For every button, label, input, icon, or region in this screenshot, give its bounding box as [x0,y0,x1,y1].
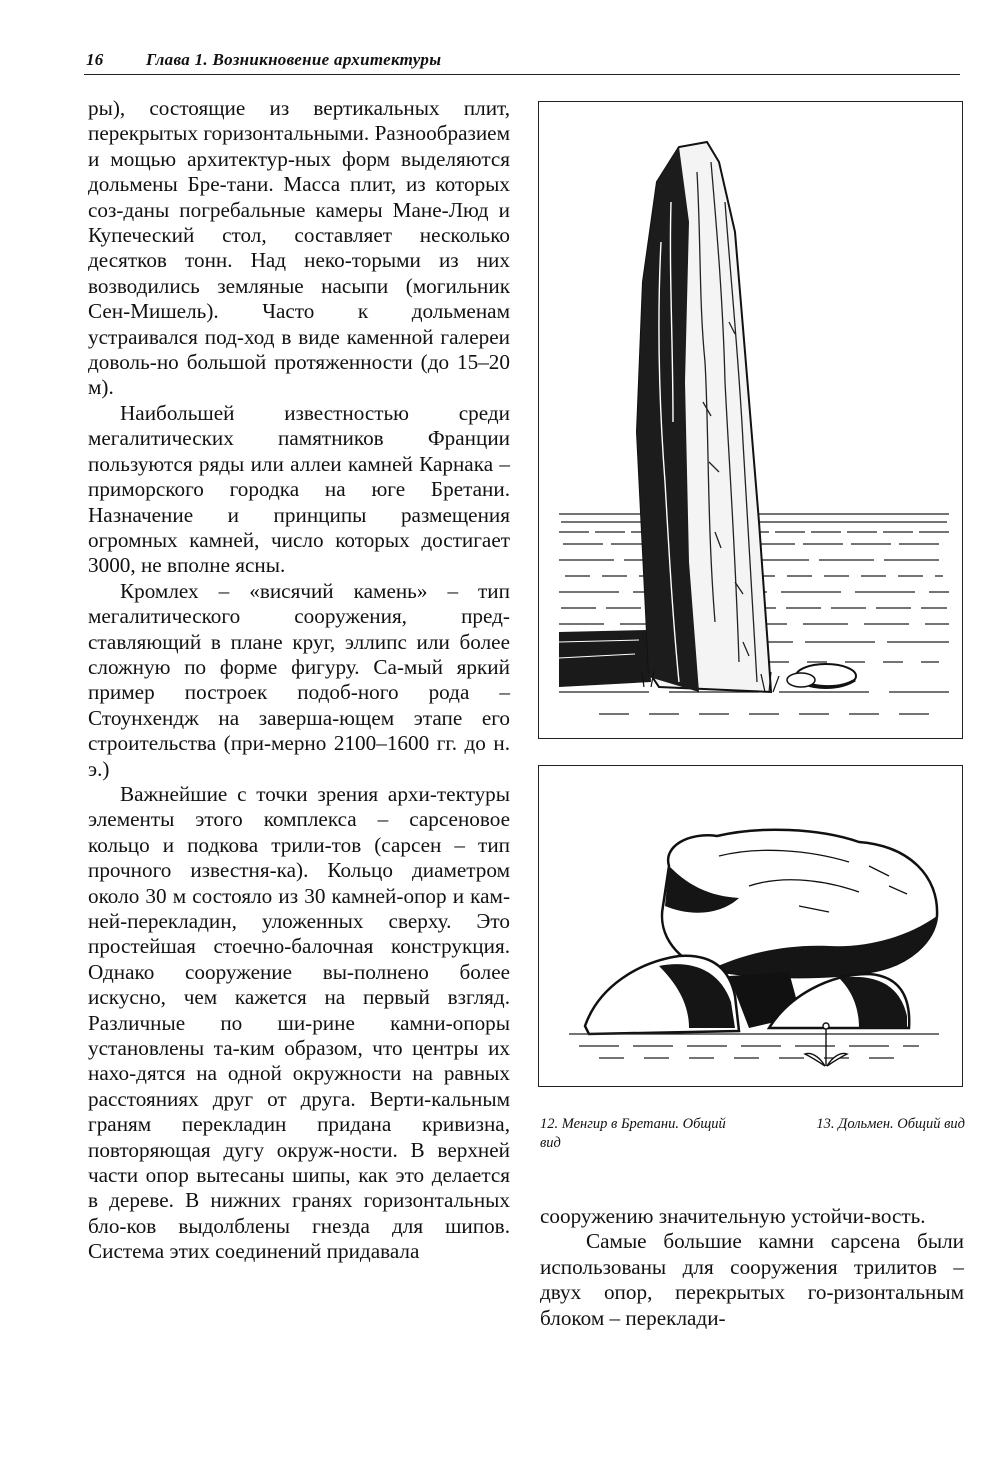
paragraph: сооружению значительную устойчи-вость. [540,1204,926,1228]
figure-13-caption: 13. Дольмен. Общий вид [816,1116,965,1132]
right-text-column [540,1204,964,1331]
paragraph: ры), состоящие из вертикальных плит, перекрытых горизонтальными. Разнообразием и мощью архитектур-ных форм выделяются дольмены Бре-тани. Масса плит, из которых соз-даны погребальные камеры Мане-Люд и Купеческий стол, составляет несколько десятков тонн. Над неко-торыми из них возводились земляные насыпи (могильник Сен-Мишель). Часто к дольменам устраивался под-ход в виде каменной галереи доволь-но большой протяженности (до 15–20 м). [88,96,510,400]
running-header [86,50,441,70]
header-rule [84,74,960,75]
paragraph: Важнейшие с точки зрения архи-тектуры элементы этого комплекса – сарсеновое кольцо и подкова трили-тов (сарсен – тип прочного известня-ка). Кольцо диаметром около 30 м состояло из 30 камней-опор и кам-ней-перекладин, уложенных сверху. Это простейшая стоечно-балочная конструкция. Однако сооружение вы-полнено более искусно, чем кажется на первый взгляд. Различные по ши-рине камни-опоры установлены та-ким образом, что центры их нахо-дятся на одной окружности на равных расстояниях друг от друга. Верти-кальным граням перекладин придана кривизна, повторяющая дугу окруж-ности. В верхней части опор вытесаны шипы, как это делается в дереве. В нижних гранях горизонтальных бло-ков выдолблены гнезда для шипов. Система этих соединений придавала [88,781,510,1264]
chapter-title: Глава 1. Возникновение архитектуры [146,50,442,69]
page-number: 16 [86,50,104,69]
figure-12-caption: 12. Менгир в Бретани. Общий вид [540,1116,726,1151]
figure-dolmen [538,765,963,1087]
paragraph: Кромлех – «висячий камень» – тип мегалитического сооружения, пред-ставляющий в плане круг, эллипс или более сложную по форме фигуру. Са-мый яркий пример построек подоб-ного рода – Стоунхендж на заверша-ющем этапе его строительства (при-мерно 2100–1600 гг. до н. э.) [88,578,510,781]
paragraph: Самые большие камни сарсена были использованы для сооружения трилитов – двух опор, перекрытых го-ризонтальным блоком – переклади- [540,1229,964,1330]
paragraph: Наибольшей известностью среди мегалитических памятников Франции пользуются ряды или аллеи камней Карнака – приморского городка на юге Бретани. Назначение и принципы размещения огромных камней, число которых достигает 3000, не вполне ясны. [88,400,510,578]
menhir-illustration [539,102,962,738]
left-text-column [88,96,510,1265]
figure-menhir [538,101,963,739]
dolmen-illustration [539,766,962,1086]
